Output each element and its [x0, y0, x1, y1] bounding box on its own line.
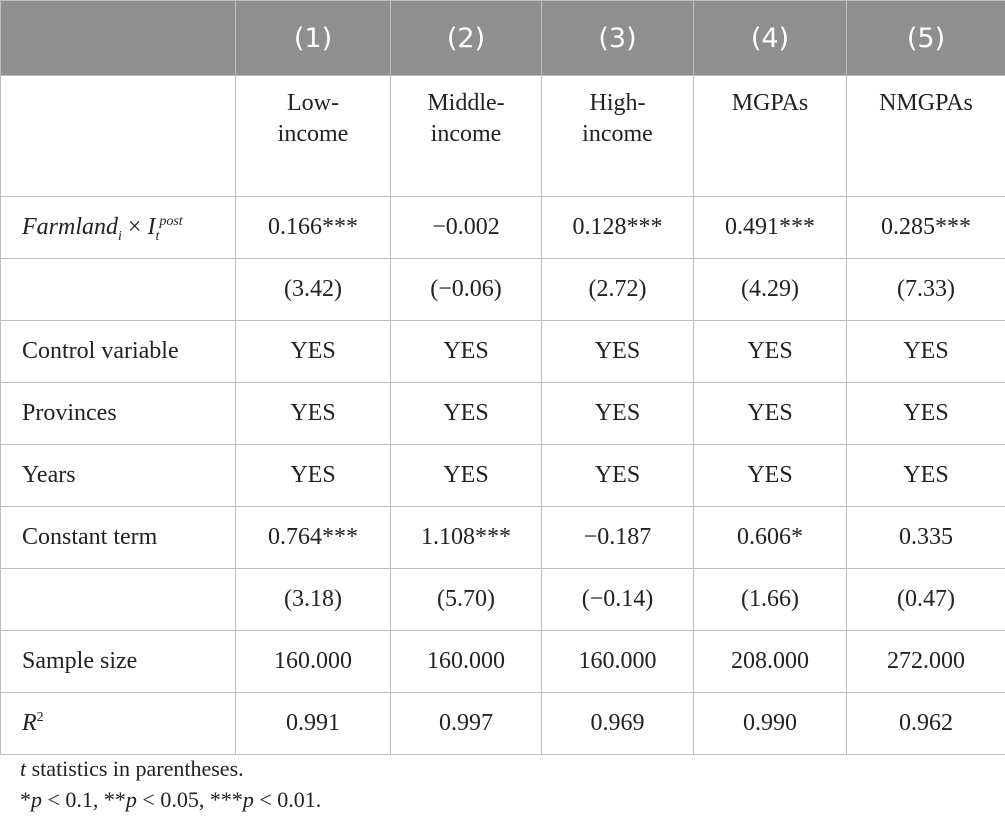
table-row-constant-tstat [1, 569, 1005, 631]
table-row-interaction [1, 197, 1005, 259]
group-label-col-5: NMGPAs [847, 76, 1005, 197]
table-cell: YES [391, 321, 542, 383]
table-row-years [1, 445, 1005, 507]
table-cell: 272.000 [847, 631, 1005, 693]
table-cell: 0.335 [847, 507, 1005, 569]
header-col-4: (4) [694, 1, 847, 76]
table-cell: 0.285*** [847, 197, 1005, 259]
table-notes [20, 753, 321, 815]
table-cell: 0.997 [391, 693, 542, 755]
row-label-r2: $R^2$ [1, 693, 236, 755]
table-cell: YES [236, 383, 391, 445]
table-cell: 1.108*** [391, 507, 542, 569]
group-label-col-3: High- income [542, 76, 694, 197]
row-label-years: Years [1, 445, 236, 507]
table-row-constant [1, 507, 1005, 569]
table-cell: −0.187 [542, 507, 694, 569]
table-cell: (3.18) [236, 569, 391, 631]
group-label-col-1: Low- income [236, 76, 391, 197]
table-cell: (−0.06) [391, 259, 542, 321]
table-cell: YES [694, 321, 847, 383]
column-number-row [1, 1, 1005, 76]
table-cell: 160.000 [542, 631, 694, 693]
table-cell: 0.491*** [694, 197, 847, 259]
table-row-sample [1, 631, 1005, 693]
group-label-col-2: Middle- income [391, 76, 542, 197]
header-col-3: (3) [542, 1, 694, 76]
header-col-5: (5) [847, 1, 1005, 76]
table-cell: YES [236, 445, 391, 507]
table-cell: YES [391, 445, 542, 507]
table-cell: (2.72) [542, 259, 694, 321]
table-cell: YES [236, 321, 391, 383]
table-cell: YES [694, 383, 847, 445]
table-row-interaction-tstat [1, 259, 1005, 321]
table-cell: (5.70) [391, 569, 542, 631]
table-cell: (0.47) [847, 569, 1005, 631]
row-label-empty [1, 259, 236, 321]
table-cell: (3.42) [236, 259, 391, 321]
table-cell: 160.000 [391, 631, 542, 693]
row-label-constant: Constant term [1, 507, 236, 569]
table-cell: 0.962 [847, 693, 1005, 755]
table-cell: YES [542, 445, 694, 507]
note-tstat: t statistics in parentheses. [20, 756, 244, 781]
table-cell: (4.29) [694, 259, 847, 321]
table-cell: 0.166*** [236, 197, 391, 259]
table-row-provinces [1, 383, 1005, 445]
table-cell: 208.000 [694, 631, 847, 693]
header-empty-cell [1, 1, 236, 76]
row-label-empty [1, 569, 236, 631]
header-col-2: (2) [391, 1, 542, 76]
table-cell: −0.002 [391, 197, 542, 259]
table-cell: 0.606* [694, 507, 847, 569]
row-label-provinces: Provinces [1, 383, 236, 445]
table-cell: (−0.14) [542, 569, 694, 631]
row-label-sample: Sample size [1, 631, 236, 693]
table-cell: YES [847, 383, 1005, 445]
table-row-r2 [1, 693, 1005, 755]
note-significance: *p < 0.1, **p < 0.05, ***p < 0.01. [20, 787, 322, 812]
table-cell: 0.990 [694, 693, 847, 755]
table-cell: (7.33) [847, 259, 1005, 321]
row-label-control: Control variable [1, 321, 236, 383]
table-cell: 160.000 [236, 631, 391, 693]
table-cell: 0.764*** [236, 507, 391, 569]
table-row-control [1, 321, 1005, 383]
group-label-row [1, 76, 1005, 197]
table-cell: YES [542, 383, 694, 445]
table-cell: 0.128*** [542, 197, 694, 259]
header-col-1: (1) [236, 1, 391, 76]
table-cell: YES [694, 445, 847, 507]
table-cell: YES [847, 321, 1005, 383]
group-label-col-4: MGPAs [694, 76, 847, 197]
table-cell: YES [542, 321, 694, 383]
table-cell: YES [847, 445, 1005, 507]
table-cell: 0.991 [236, 693, 391, 755]
row-label-interaction: Farmland$_i$ × $I_t^{post}$ [1, 197, 236, 259]
group-label-empty-cell [1, 76, 236, 197]
table-cell: YES [391, 383, 542, 445]
table-cell: 0.969 [542, 693, 694, 755]
table-cell: (1.66) [694, 569, 847, 631]
